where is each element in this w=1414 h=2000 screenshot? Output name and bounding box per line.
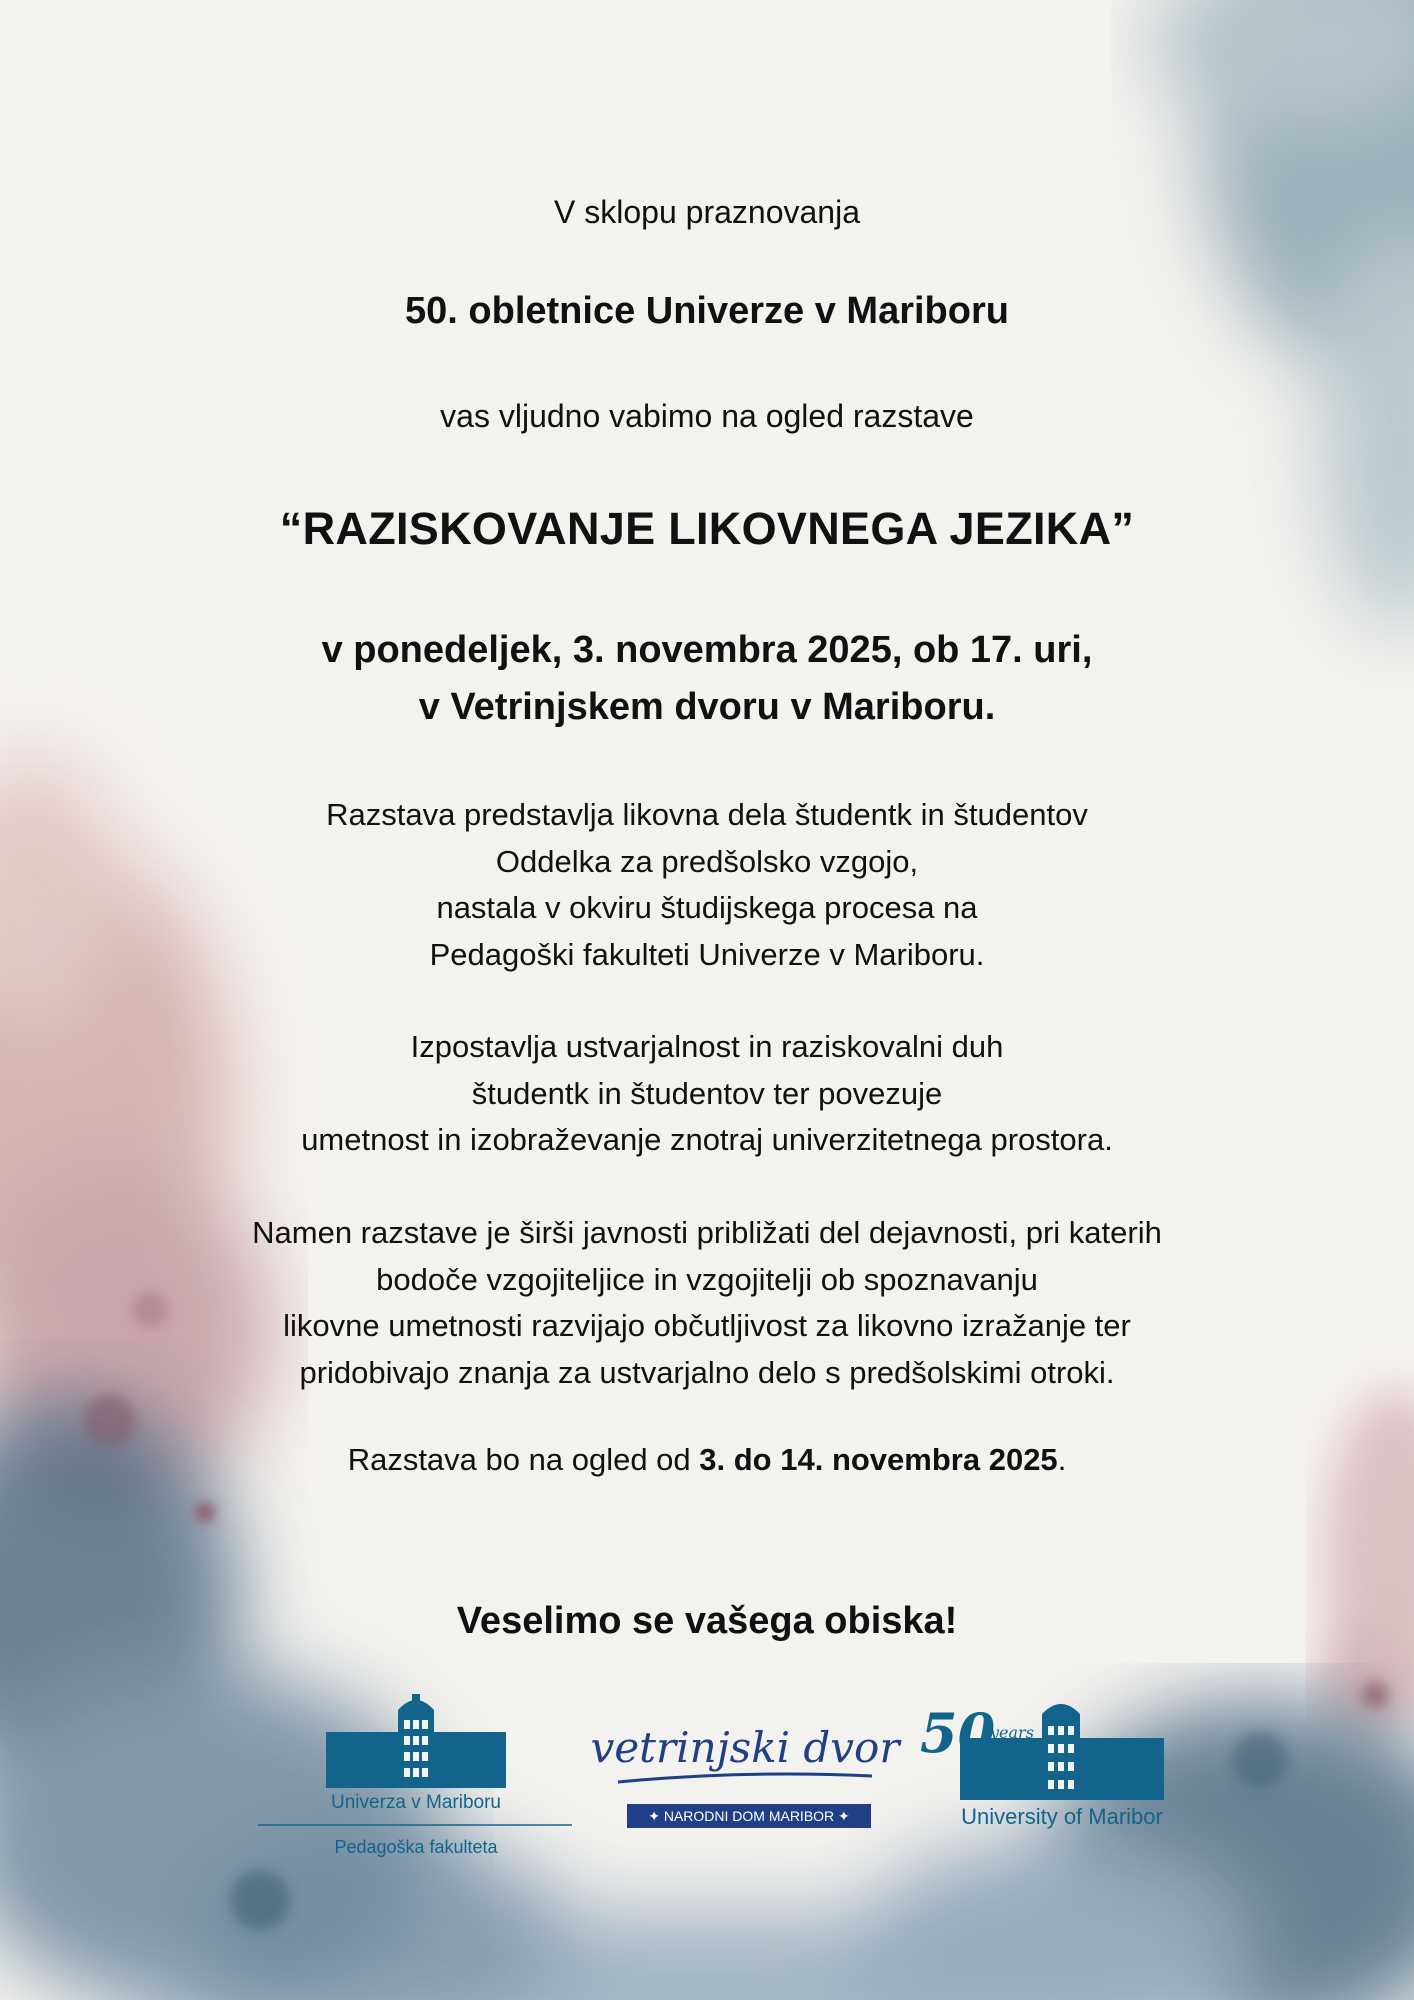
paragraph-line: pridobivajo znanja za ustvarjalno delo s predšolskimi otroki. [299,1354,1115,1390]
um-logo-name: Univerza v Mariboru [331,1792,501,1813]
paragraph-line: bodoče vzgojiteljice in vzgojitelji ob spoznavanju [376,1261,1038,1297]
description-paragraph-3 [0,1210,1414,1396]
univerza-v-mariboru-logo [258,1694,572,1857]
event-date-line: v ponedeljek, 3. novembra 2025, ob 17. uri, [321,629,1093,671]
event-venue-line: v Vetrinjskem dvoru v Mariboru. [418,686,996,728]
vetrinjski-dvor-logo [591,1723,903,1828]
logos-row [0,1690,1414,1870]
paragraph-line: Razstava predstavlja likovna dela študentk in študentov [326,797,1088,832]
paragraph-line: likovne umetnosti razvijajo občutljivost za likovno izražanje ter [283,1308,1131,1343]
anniversary-heading: 50. obletnice Univerze v Mariboru [405,290,1009,332]
paragraph-line: nastala v okviru študijskega procesa na [436,890,978,925]
invitation-text: vas vljudno vabimo na ogled razstave [440,398,974,434]
paragraph-line: umetnost in izobraževanje znotraj univerzitetnega prostora. [301,1122,1113,1157]
um-logo-faculty: Pedagoška fakulteta [334,1837,498,1857]
event-details [0,622,1414,736]
paragraph-line: Oddelka za predšolsko vzgojo, [495,843,919,879]
paragraph-line: Izpostavlja ustvarjalnost in raziskovalni duh [410,1029,1004,1064]
anniv-word: years [990,1723,1034,1742]
description-paragraph-1 [0,792,1414,978]
anniv-name: University of Maribor [961,1804,1163,1829]
vetrinjski-script: vetrinjski dvor [590,1723,900,1772]
closing-greeting: Veselimo se vašega obiska! [456,1600,958,1642]
paragraph-line: študentk in študentov ter povezuje [471,1075,943,1111]
paragraph-line: Namen razstave je širši javnosti približati del dejavnosti, pri katerih [252,1215,1162,1250]
anniv-number: 50 [920,1701,996,1765]
vetrinjski-band: ✦ NARODNI DOM MARIBOR ✦ [648,1808,850,1824]
description-paragraph-2 [0,1024,1414,1164]
exhibition-dates [0,1442,1414,1478]
paragraph-line: Pedagoški fakulteti Univerze v Mariboru. [429,936,985,972]
um-50-years-logo [920,1701,1164,1829]
exhibition-title: “RAZISKOVANJE LIKOVNEGA JEZIKA” [279,503,1135,554]
dates-prefix: Razstava bo na ogled od [347,1442,700,1477]
dates-suffix: . [1057,1442,1067,1477]
intro-text: V sklopu praznovanja [554,194,860,230]
dates-range: 3. do 14. novembra 2025 [699,1442,1058,1477]
